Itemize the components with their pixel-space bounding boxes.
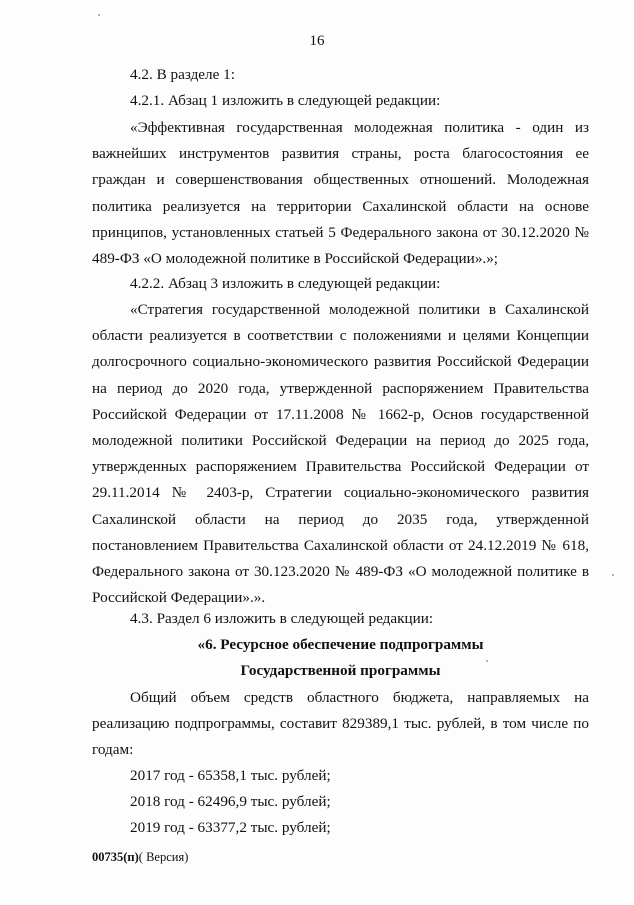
section-heading-line-1: «6. Ресурсное обеспечение подпрограммы <box>197 636 484 653</box>
paragraph-4-2-1: 4.2.1. Абзац 1 изложить в следующей редакции: <box>130 92 441 109</box>
scan-speck <box>612 574 614 576</box>
footer-version-label: ( Версия) <box>138 850 189 864</box>
paragraph-section-1: 4.2. В разделе 1: <box>130 66 235 83</box>
paragraph-strategy-quote: «Стратегия государственной молодежной политики в Сахалинской области реализуется в соответствии с положениями и целями Концепции долгосрочного социально-экономического развития Российской Федерации на период до 2020 года, утвержденной распоряжением Правительства Российской Федерации от 17.11.2008 № 1662-р, Основ государственной молодежной политики Российской Федерации на период до 2025 года, утвержденных распоряжением Правительства Российской Федерации от 29.11.2014 № 2403-р, Стратегии социально-экономического развития Сахалинской области на период до 2035 года, утвержденной постановлением Правительства Сахалинской области от 24.12.2019 № 618, Федерального закона от 30.123.2020 № 489-ФЗ «О молодежной политике в Российской Федерации».». <box>92 301 589 607</box>
paragraph-budget-total: Общий объем средств областного бюджета, направляемых на реализацию подпрограммы, составит 829389,1 тыс. рублей, в том числе по годам: <box>92 689 589 759</box>
paragraph-4-3: 4.3. Раздел 6 изложить в следующей редакции: <box>130 610 434 627</box>
paragraph-youth-policy-quote: «Эффективная государственная молодежная политика - один из важнейших инструментов развития страны, роста благосостояния ее граждан и совершенствования общественных отношений. Молодежная политика реализуется на территории Сахалинской области на основе принципов, установленных статьей 5 Федерального закона от 30.12.2020 № 489-ФЗ «О молодежной политике в Российской Федерации».»; <box>92 119 589 268</box>
budget-year-2017: 2017 год - 65358,1 тыс. рублей; <box>130 767 331 784</box>
footer-code: 00735(п) <box>92 850 139 864</box>
page-number: 16 <box>309 33 325 49</box>
footer-version <box>92 850 188 865</box>
budget-year-2019: 2019 год - 63377,2 тыс. рублей; <box>130 819 331 836</box>
scan-speck <box>98 14 100 16</box>
section-heading-line-2: Государственной программы <box>240 662 441 679</box>
paragraph-4-2-2: 4.2.2. Абзац 3 изложить в следующей редакции: <box>130 275 441 292</box>
budget-year-2018: 2018 год - 62496,9 тыс. рублей; <box>130 793 331 810</box>
scan-speck <box>486 660 488 662</box>
